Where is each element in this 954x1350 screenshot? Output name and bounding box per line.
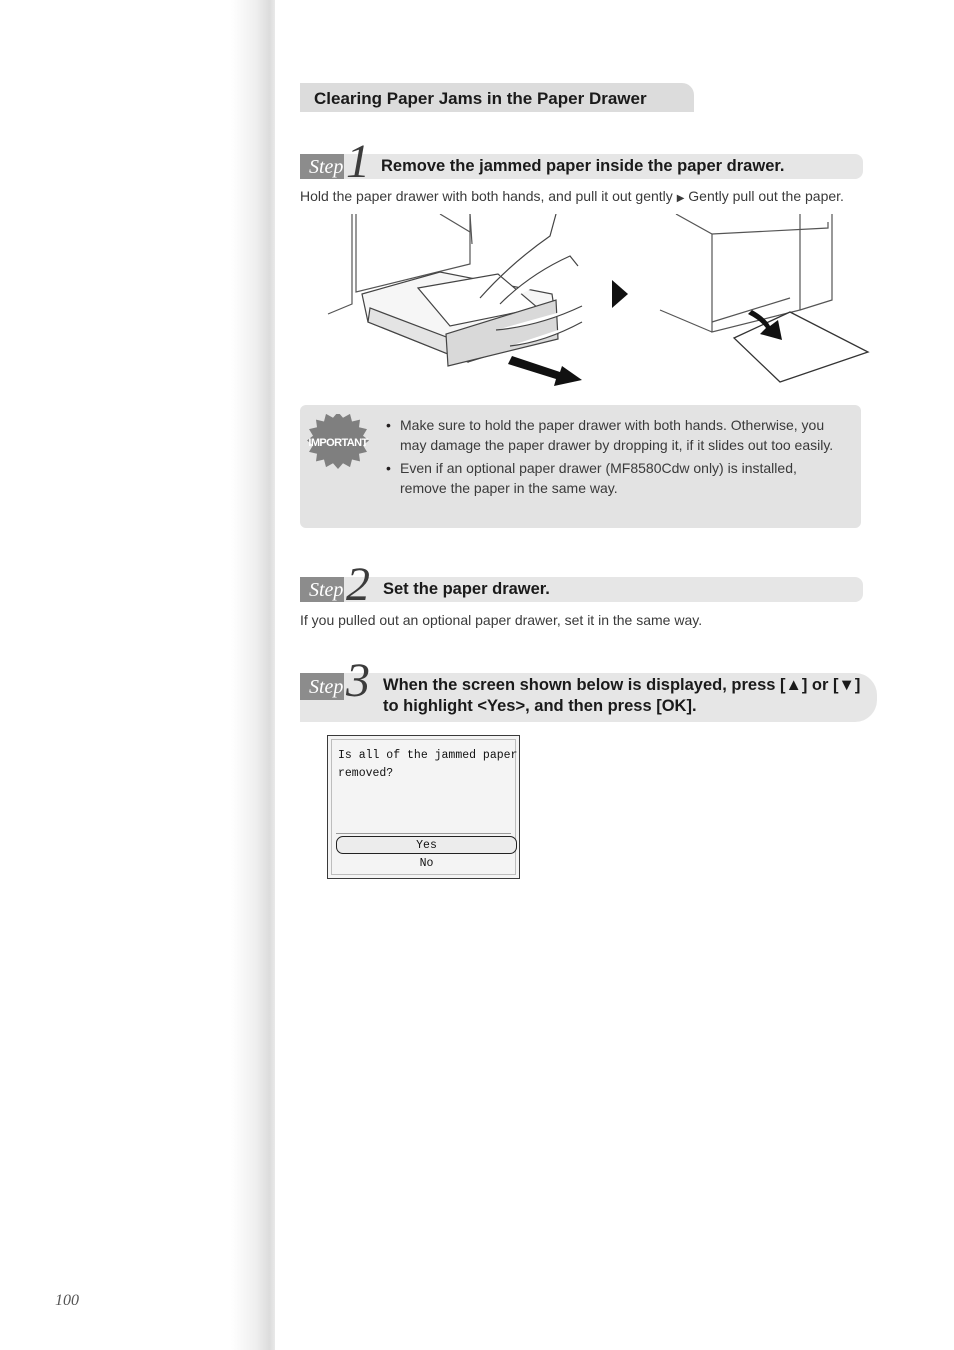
step-1-text-a: Hold the paper drawer with both hands, and pull it out gently [300,188,673,204]
lcd-divider [336,833,511,834]
page-margin-shade [0,0,275,1350]
lcd-option-no[interactable]: No [419,857,434,870]
step-1-title: Remove the jammed paper inside the paper drawer. [381,157,785,175]
step-2-word: Step [309,579,344,601]
paper-drawer-illustration [320,214,875,389]
jammed-paper [734,312,868,382]
step-3-number: 3 [346,654,370,707]
step-1-description [300,188,844,204]
important-badge-icon [306,414,370,470]
lcd-message: Is all of the jammed paper removed? [338,749,518,780]
printer-body-right [660,214,832,332]
step-2-description: If you pulled out an optional paper drawer, set it in the same way. [300,612,703,628]
important-list [386,416,846,502]
lcd-option-yes[interactable]: Yes [336,836,517,854]
step-3-word: Step [309,676,344,698]
page-number: 100 [55,1292,79,1309]
step-1-word: Step [309,156,344,178]
lcd-screen-frame [331,739,516,875]
step-2-title: Set the paper drawer. [383,580,550,598]
step-1-text-b: Gently pull out the paper. [688,188,844,204]
lcd-screen [327,735,520,879]
step-2-number: 2 [346,558,370,611]
next-arrow-icon: ▶ [676,193,685,204]
important-badge-label: IMPORTANT [308,437,368,449]
section-title: Clearing Paper Jams in the Paper Drawer [300,83,694,112]
step-1-number: 1 [346,135,370,188]
important-item-1: • Make sure to hold the paper drawer with both hands. Otherwise, you may damage the paper drawer by dropping it, if it slides out too easily. [386,416,846,455]
step-3-title-line-1: When the screen shown below is displayed, press [▲] or [▼] [383,676,861,694]
important-item-2: • Even if an optional paper drawer (MF8580Cdw only) is installed, remove the paper in the same way. [386,459,846,498]
pull-arrow [508,356,582,386]
step-3-title-line-2: to highlight <Yes>, and then press [OK]. [383,697,697,715]
step-arrow-icon [612,280,628,308]
